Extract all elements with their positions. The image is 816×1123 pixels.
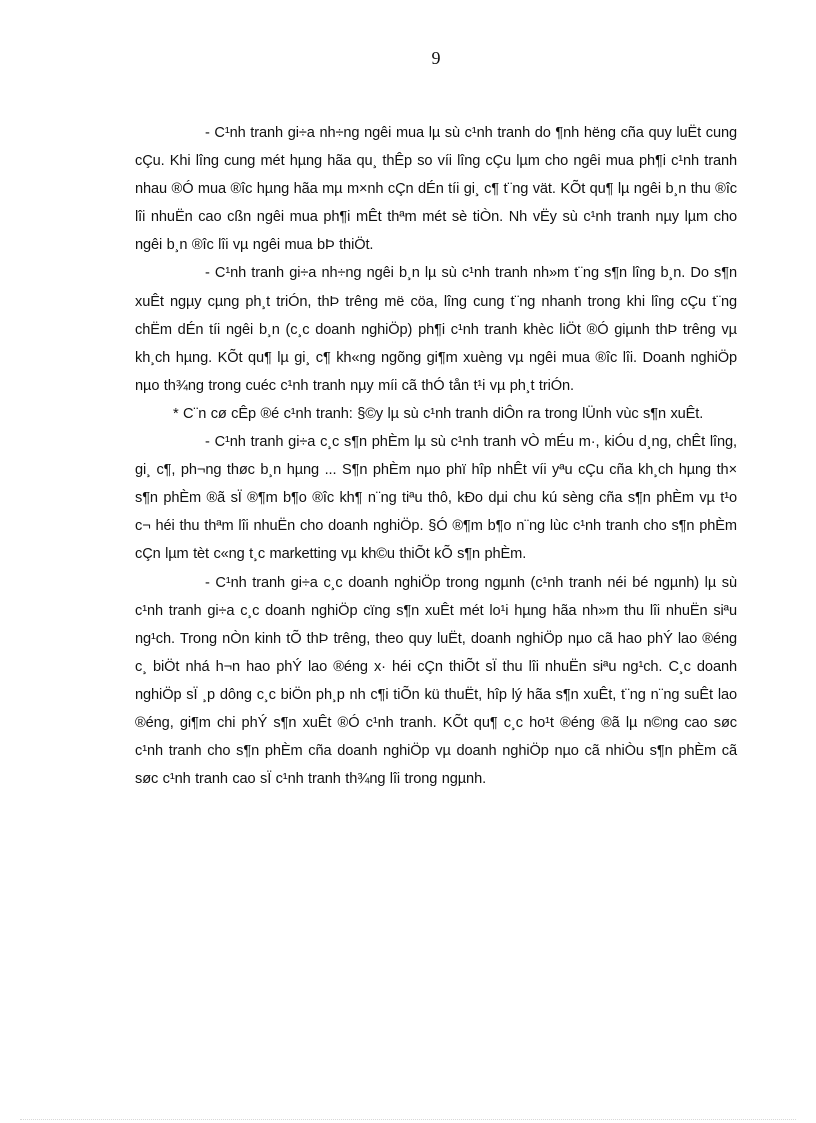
paragraph-competition-level: * C¨n cø cÊp ®é c¹nh tranh: §©y lµ sù c¹nh tranh diÔn ra trong lÜnh vùc s¶n xuÊt. xyxy=(173,405,704,422)
paragraph-industry-competition: - C¹nh tranh gi÷a c¸c doanh nghiÖp trong ngµnh (c¹nh tranh néi bé ngµnh) lµ sù c¹nh tranh gi÷a c¸c doanh nghiÖp cïng s¶n xuÊt mét lo¹i hµng hãa nh»m thu lîi nhuËn siªu ng¹ch. Trong nÒn kinh tÕ thÞ trêng, theo quy luËt, doanh nghiÖp nµo cã hao phÝ lao ®éng c¸ biÖt nhá h¬n hao phÝ lao ®éng x· héi cÇn thiÕt sÏ thu lîi nhuËn siªu ng¹ch. C¸c doanh nghiÖp sÏ ¸p dông c¸c biÖn ph¸p nh c¶i tiÕn kü thuËt, hîp lý hãa s¶n xuÊt, t¨ng n¨ng suÊt lao ®éng, gi¶m chi phÝ s¶n xuÊt ®Ó c¹nh tranh. KÕt qu¶ c¸c ho¹t ®éng ®ã lµ n©ng cao søc c¹nh tranh cho s¶n phÈm cña doanh nghiÖp vµ doanh nghiÖp nµo cã nhiÒu s¶n phÈm cã søc c¹nh tranh cao sÏ c¹nh tranh th¾ng lîi trong ngµnh. xyxy=(135,574,737,788)
page-number: 9 xyxy=(431,48,441,68)
page-bottom-divider xyxy=(20,1119,796,1120)
paragraph-buyer-competition: - C¹nh tranh gi÷a nh÷ng ngêi mua lµ sù c¹nh tranh do ¶nh hëng cña quy luËt cung cÇu. Khi lîng cung mét hµng hãa qu¸ thÊp so víi lîng cÇu lµm cho ngêi mua ph¶i c¹nh tranh nhau ®Ó mua ®îc hµng hãa mµ m×nh cÇn dÉn tíi gi¸ c¶ t¨ng vät. KÕt qu¶ lµ ngêi b¸n thu ®îc lîi nhuËn cao cßn ngêi mua ph¶i mÊt thªm mét sè tiÒn. Nh vËy sù c¹nh tranh nµy lµm cho ngêi b¸n ®îc lîi vµ ngêi mua bÞ thiÖt. xyxy=(135,125,737,254)
document-body xyxy=(135,119,737,793)
paragraph-product-competition: - C¹nh tranh gi÷a c¸c s¶n phÈm lµ sù c¹nh tranh vÒ mÉu m·, kiÓu d¸ng, chÊt lîng, gi¸ c¶, ph¬ng thøc b¸n hµng ... S¶n phÈm nµo phï hîp nhÊt víi yªu cÇu cña kh¸ch hµng th× s¶n phÈm ®ã sÏ ®¶m b¶o ®îc kh¶ n¨ng tiªu thô, kÐo dµi chu kú sèng cña s¶n phÈm vµ t¹o c¬ héi thu thªm lîi nhuËn cho doanh nghiÖp. §Ó ®¶m b¶o n¨ng lùc c¹nh tranh cho s¶n phÈm cÇn lµm tèt c«ng t¸c marketting vµ kh©u thiÕt kÕ s¶n phÈm. xyxy=(135,434,737,563)
paragraph-seller-competition: - C¹nh tranh gi÷a nh÷ng ngêi b¸n lµ sù c¹nh tranh nh»m t¨ng s¶n lîng b¸n. Do s¶n xuÊt ngµy cµng ph¸t triÓn, thÞ trêng më cöa, lîng cung t¨ng nhanh trong khi lîng cÇu t¨ng chËm dÉn tíi ngêi b¸n (c¸c doanh nghiÖp) ph¶i c¹nh tranh khèc liÖt ®Ó giµnh thÞ trêng vµ kh¸ch hµng. KÕt qu¶ lµ gi¸ c¶ kh«ng ngõng gi¶m xuèng vµ ngêi mua ®îc lîi. Doanh nghiÖp nµo th¾ng trong cuéc c¹nh tranh nµy míi cã thÓ tån t¹i vµ ph¸t triÓn. xyxy=(135,265,737,394)
